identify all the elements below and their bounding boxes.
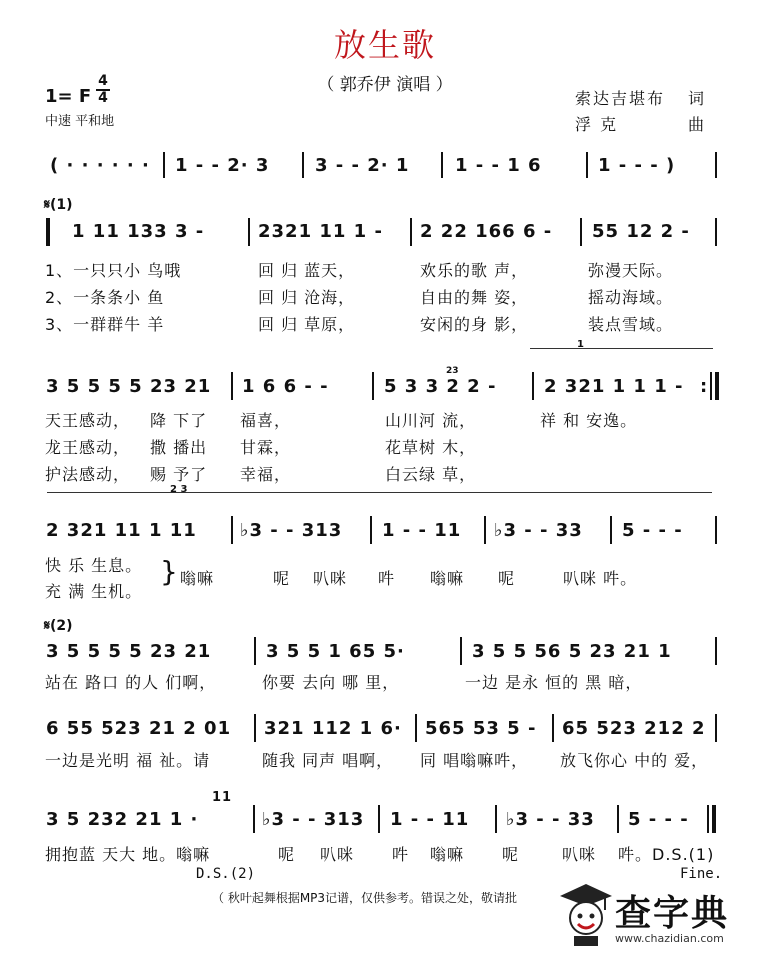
row0-seg1: 1 - - 2· 3 [175,155,270,176]
row5-seg1: 321 112 1 6· [264,718,402,739]
row2-v2-c: 甘霖， [240,438,292,457]
barline [254,714,256,742]
row4-seg2: 3 5 5 56 5 23 21 1 [472,641,672,662]
row1-seg2: 2 22 166 6 - [420,221,553,242]
row6-lyric-d: 吽 [392,845,410,864]
row0-seg3: 1 - - 1 6 [455,155,542,176]
barline [370,516,372,544]
segno-2: 𝄋(2) [44,618,73,634]
barline [495,805,497,833]
mantra-7: 叭咪 吽。 [563,569,638,588]
mantra-3: 叭咪 [313,569,348,588]
repeat-end-1: : [700,376,709,397]
repeat-end-thick [715,372,719,400]
row6-lyric-f: 呢 [502,845,520,864]
barline [248,218,250,246]
volta-23-label: 2 3 [170,484,188,495]
barline [586,152,588,178]
song-title: 放生歌 [333,26,436,64]
lyricist-role: 词 [688,89,707,108]
row5-lyric-b: 随我 同声 唱啊， [262,751,394,770]
volta-1-label: 1 [577,339,584,350]
barline [460,637,462,665]
lyricist-name: 索达吉堪布 [575,89,666,108]
barline [253,805,255,833]
row2-seg1: 1 6 6 - - [242,376,329,397]
row6-lyric-a: 拥抱蓝 天大 地。嗡嘛 [45,845,211,864]
tail-note: 11 [212,790,233,805]
barline [441,152,443,178]
row1-verse1-b: 回 归 蓝天， [258,261,356,280]
barline [610,516,612,544]
row2-seg3: 2 321 1 1 1 - [544,376,684,397]
barline [552,714,554,742]
row4-lyric-a: 站在 路口 的人 们啊， [45,673,217,692]
transcription-notice: （ 秋叶起舞根据MP3记谱，仅供参考。错误之处，敬请批 [212,891,518,905]
row5-seg3: 65 523 212 2 [562,718,706,739]
logo-mascot-icon [556,880,616,950]
row4-lyric-c: 一边 是永 恒的 黑 暗， [465,673,643,692]
row3-seg1: ♭3 - - 313 [240,520,343,541]
barline [715,637,717,665]
row3-seg4: 5 - - - [622,520,683,541]
row2-v3-a: 护法感动， [45,465,131,484]
mantra-5: 嗡嘛 [430,569,465,588]
barline [302,152,304,178]
row6-seg3: ♭3 - - 33 [506,809,595,830]
row1-verse1-c: 欢乐的歌 声， [420,261,529,280]
barline [378,805,380,833]
barline [484,516,486,544]
row1-verse1-a: 1、一只只小 鸟哦 [45,261,182,280]
fine-marker: Fine. [680,866,723,882]
row2-v2-b: 撒 播出 [150,438,208,457]
mantra-6: 呢 [498,569,516,588]
row3-seg0: 2 321 11 1 11 [46,520,197,541]
tempo-marking: 中速 平和地 [45,114,115,129]
barline [710,372,712,400]
barline [617,805,619,833]
composer-role: 曲 [688,115,707,134]
row1-verse3-c: 安闲的身 影， [420,315,529,334]
barline [715,516,717,544]
barline [715,714,717,742]
row2-v1-d: 山川河 流， [385,411,477,430]
row3-l2: 充 满 生机。 [45,582,143,601]
logo-text: 查字典 [615,893,730,934]
row4-seg0: 3 5 5 5 5 23 21 [46,641,212,662]
row2-v1-a: 天王感动， [45,411,131,430]
final-barline [712,805,716,833]
time-top: 4 [98,73,108,89]
row6-lyric-g: 叭咪 [562,845,597,864]
mantra-4: 吽 [378,569,396,588]
volta-23-bracket [47,492,712,493]
row6-lyric-h: 吽。D.S.(1) [618,845,715,864]
row1-verse2-c: 自由的舞 姿， [420,288,529,307]
row5-lyric-a: 一边是光明 福 祉。请 [45,751,211,770]
lyric-brace: } [160,555,179,588]
row5-seg0: 6 55 523 21 2 01 [46,718,232,739]
row3-seg3: ♭3 - - 33 [494,520,583,541]
row4-seg1: 3 5 5 1 65 5· [266,641,405,662]
mantra-1: 嗡嘛 [180,569,215,588]
row2-seg2: 5 3 3 2 2 - [384,376,497,397]
row1-verse2-d: 摇动海域。 [588,288,674,307]
row2-seg0: 3 5 5 5 5 23 21 [46,376,212,397]
row2-v2-a: 龙王感动， [45,438,131,457]
barline [410,218,412,246]
row3-l1: 快 乐 生息。 [45,556,143,575]
row1-seg1: 2321 11 1 - [258,221,383,242]
barline [715,152,717,178]
row4-lyric-b: 你要 去向 哪 里， [262,673,400,692]
row2-v2-d: 花草树 木， [385,438,477,457]
repeat-start [46,218,50,246]
row3-seg2: 1 - - 11 [382,520,462,541]
row1-verse3-b: 回 归 草原， [258,315,356,334]
key-signature: 1= F [45,86,92,107]
row2-v1-b: 降 下了 [150,411,208,430]
segno-1: 𝄋(1) [44,197,73,213]
row6-seg2: 1 - - 11 [390,809,470,830]
time-bottom: 4 [98,90,108,106]
row6-lyric-c: 叭咪 [320,845,355,864]
singer-credit: （ 郭乔伊 演唱 ） [317,75,453,95]
barline [715,218,717,246]
time-signature [96,74,110,106]
row5-seg2: 565 53 5 - [425,718,537,739]
mantra-2: 呢 [273,569,291,588]
row6-lyric-b: 呢 [278,845,296,864]
row1-verse1-d: 弥漫天际。 [588,261,674,280]
row1-seg3: 55 12 2 - [592,221,690,242]
row6-seg1: ♭3 - - 313 [262,809,365,830]
row1-verse3-a: 3、一群群牛 羊 [45,315,165,334]
row6-lyric-e: 嗡嘛 [430,845,465,864]
barline [231,516,233,544]
barline [532,372,534,400]
barline [415,714,417,742]
barline [254,637,256,665]
row2-v3-d: 白云绿 草， [385,465,477,484]
row5-lyric-c: 同 唱嗡嘛吽， [420,751,529,770]
composer-name: 浮 克 [575,115,619,134]
row2-v3-b: 赐 予了 [150,465,208,484]
barline [231,372,233,400]
ds2-marker: D.S.(2) [196,866,256,882]
row1-seg0: 1 11 133 3 - [72,221,205,242]
row2-v3-c: 幸福， [240,465,292,484]
barline [707,805,709,833]
logo-url: www.chazidian.com [615,932,724,945]
volta-1-bracket [530,348,713,349]
barline [580,218,582,246]
row6-seg4: 5 - - - [628,809,689,830]
barline [163,152,165,178]
row1-verse2-a: 2、一条条小 鱼 [45,288,165,307]
row2-v1-c: 福喜， [240,411,292,430]
grace-note: 23 [446,366,459,376]
row1-verse2-b: 回 归 沧海， [258,288,356,307]
row0-seg4: 1 - - - ) [598,155,676,176]
row2-v1-e: 祥 和 安逸。 [540,411,638,430]
row1-verse3-d: 装点雪域。 [588,315,674,334]
row5-lyric-d: 放飞你心 中的 爱， [560,751,709,770]
barline [372,372,374,400]
row6-seg0: 3 5 232 21 1 · [46,809,199,830]
row0-seg2: 3 - - 2· 1 [315,155,410,176]
row0-seg0: ( · · · · · · [50,155,150,176]
